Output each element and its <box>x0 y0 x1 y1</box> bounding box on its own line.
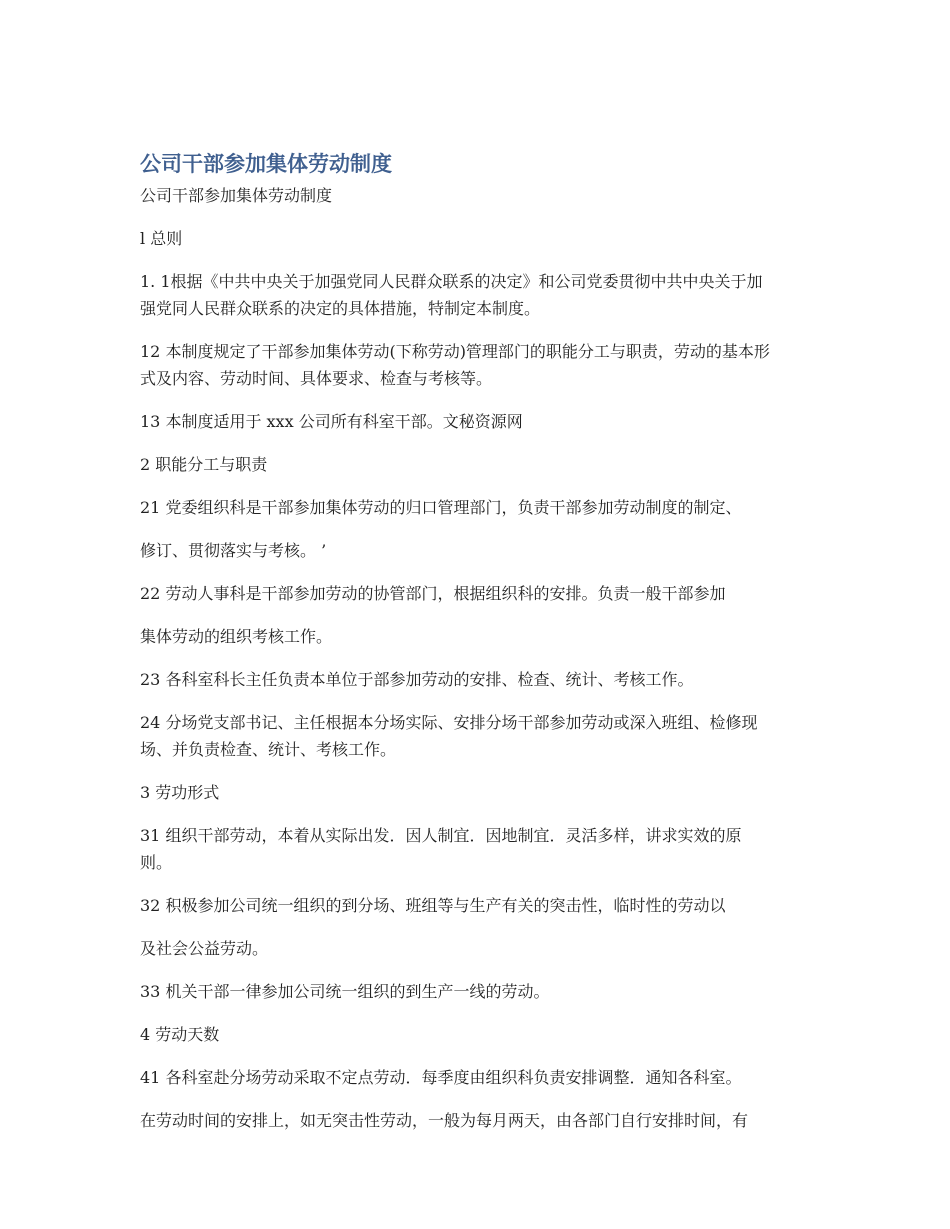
paragraph-line: 2 职能分工与职责 <box>140 455 268 474</box>
paragraph-line: 32 积极参加公司统一组织的到分场、班组等与生产有关的突击性，临时性的劳动以 <box>140 896 726 915</box>
paragraph-line: 41 各科室赴分场劳动采取不定点劳动．每季度由组织科负责安排调整．通知各科室。 <box>140 1068 742 1087</box>
paragraph <box>140 537 820 564</box>
paragraph <box>140 580 820 607</box>
paragraph-line: l 总则 <box>140 229 183 248</box>
paragraph-line: 4 劳动天数 <box>140 1025 220 1044</box>
paragraph-line: 3 劳功形式 <box>140 783 220 802</box>
paragraph <box>140 892 820 919</box>
paragraph-line: 则。 <box>140 853 173 872</box>
paragraph <box>140 623 820 650</box>
paragraph <box>140 978 820 1005</box>
paragraph <box>140 408 820 435</box>
paragraph <box>140 268 820 322</box>
paragraph-line: 1. 1根据《中共中央关于加强党同人民群众联系的决定》和公司党委贯彻中共中央关于加 <box>140 272 763 291</box>
document-page <box>140 148 820 1150</box>
paragraph-line: 21 党委组织科是干部参加集体劳动的归口管理部门，负责干部参加劳动制度的制定、 <box>140 498 742 517</box>
paragraph <box>140 451 820 478</box>
paragraph <box>140 1064 820 1091</box>
paragraph-line: 公司干部参加集体劳动制度 <box>140 186 333 205</box>
paragraph <box>140 666 820 693</box>
paragraph-line: 33 机关干部一律参加公司统一组织的到生产一线的劳动。 <box>140 982 550 1001</box>
paragraph <box>140 779 820 806</box>
paragraph-line: 场、并负责检查、统计、考核工作。 <box>140 740 397 759</box>
paragraph-line: 23 各科室科长主任负责本单位于部参加劳动的安排、检查、统计、考核工作。 <box>140 670 694 689</box>
document-title: 公司干部参加集体劳动制度 <box>140 152 392 176</box>
paragraph-line: 12 本制度规定了干部参加集体劳动(下称劳动)管理部门的职能分工与职责，劳动的基本形 <box>140 342 770 361</box>
document-body <box>140 182 820 1134</box>
paragraph-line: 13 本制度适用于 xxx 公司所有科室干部。文秘资源网 <box>140 412 523 431</box>
paragraph-line: 强党同人民群众联系的决定的具体措施，特制定本制度。 <box>140 299 541 318</box>
paragraph <box>140 935 820 962</box>
paragraph <box>140 225 820 252</box>
paragraph-line: 修订、贯彻落实与考核。 ’ <box>140 541 327 560</box>
paragraph-line: 式及内容、劳动时间、具体要求、检查与考核等。 <box>140 369 493 388</box>
paragraph-line: 24 分场党支部书记、主任根据本分场实际、安排分场干部参加劳动或深入班组、检修现 <box>140 713 758 732</box>
paragraph-line: 31 组织干部劳动，本着从实际出发．因人制宜．因地制宜．灵活多样，讲求实效的原 <box>140 826 742 845</box>
paragraph <box>140 709 820 763</box>
paragraph-line: 22 劳动人事科是干部参加劳动的协管部门，根据组织科的安排。负责一般干部参加 <box>140 584 726 603</box>
paragraph <box>140 822 820 876</box>
paragraph <box>140 494 820 521</box>
paragraph <box>140 1107 820 1134</box>
paragraph-line: 及社会公益劳动。 <box>140 939 269 958</box>
paragraph-line: 集体劳动的组织考核工作。 <box>140 627 333 646</box>
paragraph <box>140 1021 820 1048</box>
paragraph <box>140 182 820 209</box>
paragraph-line: 在劳动时间的安排上，如无突击性劳动，一般为每月两天，由各部门自行安排时间，有 <box>140 1111 749 1130</box>
paragraph <box>140 338 820 392</box>
